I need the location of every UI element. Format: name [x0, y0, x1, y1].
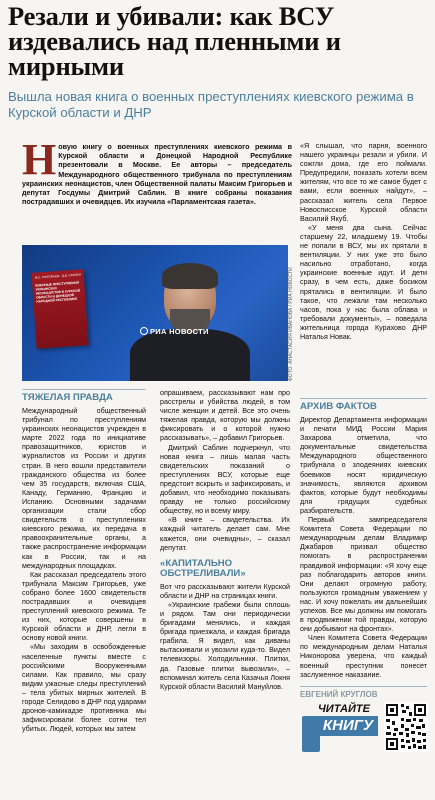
lead-block [22, 135, 292, 207]
body-paragraph: «Украинские грабежи были сплошь и рядом. Там они периодически бригадами менялись, и каждая бригада приезжала, и каждая бригада грабила. Я видел, как диваны вытаскивали и увозили куда-то. Видел телевизоры. Холодильники. Плитки, да. Газовые плитки вывозили», – вспоминал житель села Казачья Локня Курской области Василий Мануйлов. [160, 600, 290, 691]
section-heading: «КАПИТАЛЬНО ОБСТРЕЛИВАЛИ» [160, 557, 246, 579]
drop-cap: Н [22, 135, 57, 184]
book-authors: М.С. ГРИГОРЬЕВ · Д.В. САБЛИН [34, 272, 82, 280]
section-heading: АРХИВ ФАКТОВ [300, 398, 427, 412]
subheadline: Вышла новая книга о военных преступлениях киевского режима в Курской области и ДНР [8, 89, 414, 120]
quote-paragraph: «Я слышал, что парня, военного нашего украинцы резали и убили. И сожгли дома, где его поймали. Предупредили, показать хотели всем жителям, что все то же самое будет с вами, если военных найдут», – рассказал житель села Первое Новосписское Курской области Василий Якуб. [300, 142, 427, 223]
speaker-body [130, 329, 250, 381]
photo-credit: ФОТО: АНАСТАСИЯ ИВАНОВА / РИА НОВОСТИ [288, 267, 294, 381]
article-photo [22, 245, 288, 381]
banner-book-text: КНИГУ [318, 716, 378, 736]
body-paragraph: Дмитрий Саблин подчеркнул, что новая книга – лишь малая часть свидетельских показаний о преступлениях ВСУ, которые еще предстоит вскрыть и зафиксировать, и добавил, что необходимо показывать правду не только российскому обществу, но и всему миру. [160, 443, 290, 516]
body-paragraph: опрашиваем, рассказывают нам про расстрелы и убийства людей, в том числе женщин и детей. Все это очень тяжелая правда, которую мы должны фиксировать и о которой нужно рассказывать», – добавил Григорьев. [160, 389, 290, 443]
ria-watermark-text: РИА НОВОСТИ [150, 327, 209, 336]
column-2 [160, 389, 290, 692]
body-paragraph: Первый зампредседателя Комитета Совета Федерации по международным делам Владимир Джабаров призвал общество помогать в распространении правдивой информации: «Я хочу еще раз поблагодарить авторов книги. Они делают огромную работу, пользуются громадным уважением у нас. И хочу пожелать им дальнейших успехов. Все мы должны им помогать в продвижении той правды, которую они добывают на фронтах». [300, 516, 427, 634]
ria-logo-icon [140, 327, 148, 335]
body-paragraph: Как рассказал председатель этого трибунала Максим Григорьев, уже собрано более 1600 свидетельств пострадавших и очевидцев преступлений киевского режима. Те из них, которые совершены в Курской области и ДНР, легли в основу новой книги. [22, 570, 146, 643]
speaker-hair [162, 263, 218, 289]
lead-paragraph: овую книгу о военных преступлениях киевского режима в Курской области и Донецкой Народной Республике презентовали в Москве. Ее авторы – председатель Международного общественного трибунала по преступлениям украинских неонацистов, член Общественной палаты Максим Григорьев и депутат Госдумы Дмитрий Саблин. В книге собраны показания пострадавших и очевидцев. Их изучила «Парламентская газета». [22, 142, 292, 207]
speaker-figure [130, 267, 250, 381]
read-book-label [300, 702, 380, 754]
column-1 [22, 389, 146, 734]
body-paragraph: Вот что рассказывают жители Курской области и ДНР на страницах книги. [160, 582, 290, 600]
read-book-banner[interactable] [300, 702, 427, 754]
author-byline: ЕВГЕНИЙ КРУГЛОВ [300, 686, 427, 699]
ria-watermark [140, 327, 209, 336]
banner-read-text: ЧИТАЙТЕ [318, 702, 370, 715]
column-3 [300, 398, 427, 754]
qr-code-icon[interactable] [384, 702, 428, 752]
body-paragraph: «В книге – свидетельства. Их каждый читатель делает сам. Мне кажется, они очевидны», – сказал депутат. [160, 516, 290, 552]
quote-paragraph: «У меня два сына. Сейчас старшему 22, младшему 19. Чтобы не попали в ВСУ, мы их прятали в вентиляции. У них уже это было насильно отработано, когда украинские военные идут. И дети сразу, в чем есть, даже босиком прятались в вентиляции. И было такое, что лежали там несколько часов, пока у нас была облава и требовали документы», – поведала жительница города Курахово ДНР Наталья Новак. [300, 223, 427, 341]
book-cover-image [31, 269, 88, 348]
section-heading: ТЯЖЕЛАЯ ПРАВДА [22, 389, 146, 403]
body-paragraph: «Мы заходим в освобожденные населенные пункты вместе с российскими Вооруженными силами. Как правило, мы сразу видим ужасные следы преступлений – тела убитых мирных жителей. В городе Селидово в ДНР под ударами дронов-камикадзе противника мы зафиксировали более сотни тел убитых. Людей, которых мы затем [22, 643, 146, 734]
book-title: ВОЕННЫЕ ПРЕСТУПЛЕНИЯ УКРАИНСКИХ НЕОНАЦИСТОВ В КУРСКОЙ ОБЛАСТИ И ДОНЕЦКОЙ НАРОДНОЙ РЕСПУБЛИКЕ [35, 280, 81, 304]
headline: Резали и убивали: как ВСУ издевались над пленными и мирными [8, 1, 341, 81]
right-column-top [300, 142, 427, 342]
body-paragraph: Директор Департамента информации и печати МИД России Мария Захарова отметила, что документальные свидетельства Международного общественного трибунала о злодеяниях киевских боевиков носят юридическую значимость, являются архивом фактов, которые будут необходимы для грядущих судебных разбирательств. [300, 416, 427, 515]
body-paragraph: Международный общественный трибунал по преступлениям украинских неонацистов учрежден в марте 2022 года по инициативе правозащитников, юристов и журналистов из России и других стран. В него вошли представители гражданского общества из более чем 35 государств, включая США, Канаду, Германию, Францию и Испанию. Основными задачами организации стали сбор свидетельств о преступлениях киевского режима, их передача в правоохранительные органы, а также распространение информации как в России, так и на международных площадках. [22, 407, 146, 570]
body-paragraph: Член Комитета Совета Федерации по международным делам Наталья Никонорова уверена, что каждый военный преступник понесет заслуженное наказание. [300, 634, 427, 679]
